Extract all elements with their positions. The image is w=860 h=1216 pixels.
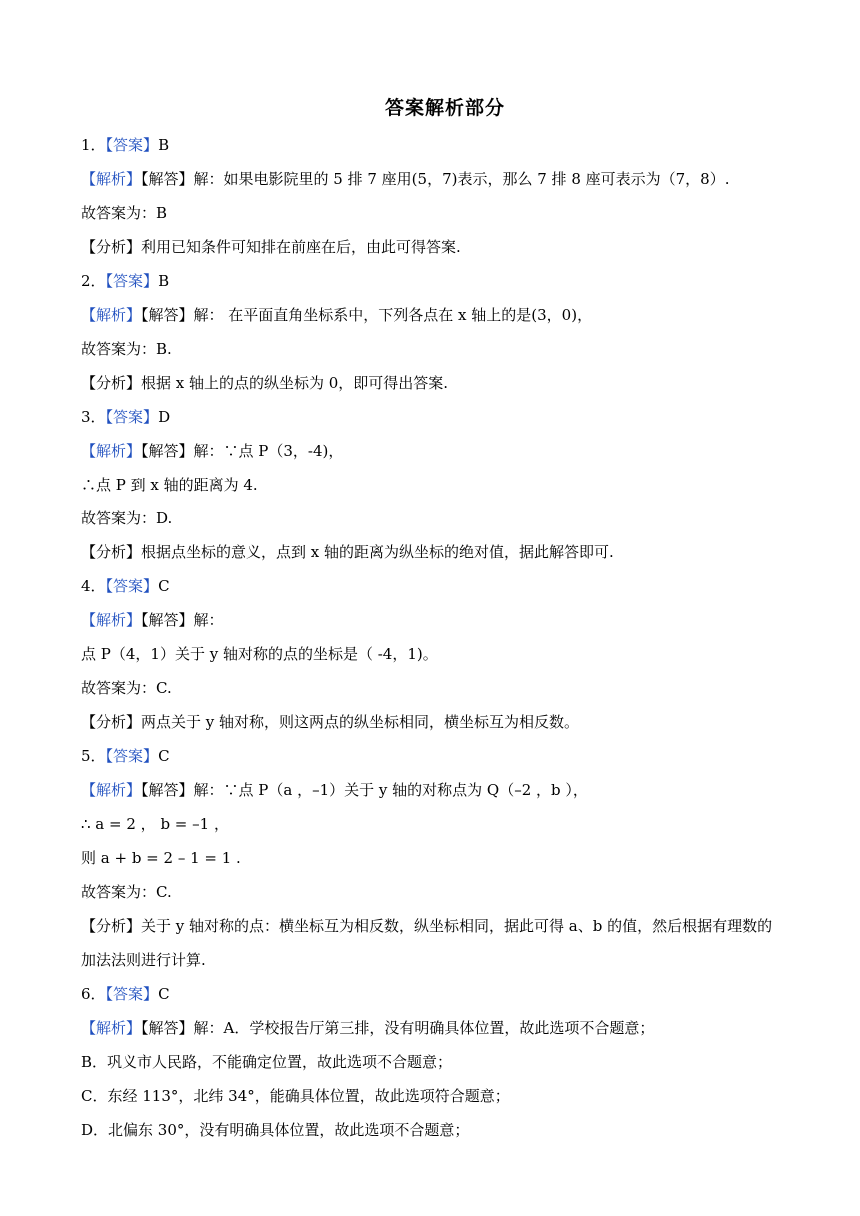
text-line <box>81 780 588 800</box>
text-line <box>81 916 772 936</box>
line-text: C．东经 113°，北纬 34°，能确具体位置，故此选项符合题意； <box>81 1086 510 1105</box>
text-line <box>81 984 170 1004</box>
text-line <box>81 1120 469 1140</box>
question-number: 5． <box>81 747 106 766</box>
line-text: 【解答】解： <box>141 611 224 630</box>
text-line <box>81 814 229 834</box>
page-title: 答案解析部分 <box>384 97 505 119</box>
line-text: C <box>158 577 170 596</box>
line-text: 【分析】根据点坐标的意义，点到 x 轴的距离为纵坐标的绝对值，据此解答即可. <box>81 543 614 562</box>
text-line <box>81 339 172 359</box>
text-line <box>81 644 438 664</box>
text-line <box>81 203 167 223</box>
text-line <box>81 678 172 698</box>
line-text: B．巩义市人民路，不能确定位置，故此选项不合题意； <box>81 1052 453 1071</box>
line-text: 故答案为：B. <box>81 339 172 358</box>
line-text: 【解答】解：如果电影院里的 5 排 7 座用(5，7)表示，那么 7 排 8 座可表示为（7，8）. <box>141 169 730 188</box>
line-text: C <box>158 984 170 1003</box>
text-line <box>81 746 170 766</box>
line-text: 故答案为：C. <box>81 882 172 901</box>
line-text: 加法法则进行计算. <box>81 950 206 969</box>
text-line <box>81 712 579 732</box>
text-line <box>81 1052 452 1072</box>
analysis-tag: 【解析】 <box>81 169 142 188</box>
line-text: 故答案为：B <box>81 203 168 222</box>
answer-tag: 【答案】 <box>105 747 159 766</box>
answer-tag: 【答案】 <box>105 271 159 290</box>
line-text: D．北偏东 30°，没有明确具体位置，故此选项不合题意； <box>81 1120 470 1139</box>
text-line <box>81 407 170 427</box>
line-text: 【分析】关于 y 轴对称的点：横坐标互为相反数，纵坐标相同，据此可得 a、b 的值，然后根据有理数的 <box>81 916 773 935</box>
text-line <box>81 610 224 630</box>
text-line <box>81 169 729 189</box>
line-text: ∴ a = 2 ， b = –1 ， <box>81 815 229 833</box>
line-text: 【解答】解：∵点 P（a ，–1）关于 y 轴的对称点为 Q（–2 ，b ）， <box>141 781 588 800</box>
text-line <box>81 542 614 562</box>
question-number: 1． <box>81 136 106 154</box>
text-line <box>81 475 258 495</box>
question-number: 4． <box>81 577 106 596</box>
line-text: 【分析】两点关于 y 轴对称，则这两点的纵坐标相同，横坐标互为相反数。 <box>81 713 580 732</box>
answer-tag: 【答案】 <box>105 577 159 596</box>
analysis-tag: 【解析】 <box>81 611 142 630</box>
line-text: B <box>158 136 170 154</box>
question-number: 2． <box>81 271 106 290</box>
analysis-tag: 【解析】 <box>81 781 142 800</box>
text-line <box>81 271 169 291</box>
text-line <box>81 508 172 528</box>
question-number: 6． <box>81 984 106 1003</box>
line-text: 【解答】解：A．学校报告厅第三排，没有明确具体位置，故此选项不合题意； <box>141 1018 655 1037</box>
line-text: 【分析】利用已知条件可知排在前座在后，由此可得答案. <box>81 237 461 256</box>
text-line <box>81 373 448 393</box>
text-line <box>81 237 461 257</box>
line-text: D <box>158 407 171 426</box>
text-line <box>81 848 241 868</box>
text-line <box>81 1018 654 1038</box>
line-text: C <box>158 747 170 766</box>
line-text: 则 a + b = 2 – 1 = 1 . <box>81 848 241 867</box>
answer-tag: 【答案】 <box>105 136 159 154</box>
line-text: 故答案为：D. <box>81 509 173 528</box>
line-text: 【分析】根据 x 轴上的点的纵坐标为 0，即可得出答案. <box>81 373 449 392</box>
text-line <box>81 135 169 155</box>
line-text: 【解答】解：∵点 P（3，-4)， <box>141 441 344 460</box>
line-text: ∴点 P 到 x 轴的距离为 4. <box>81 475 258 494</box>
answer-tag: 【答案】 <box>105 984 159 1003</box>
analysis-tag: 【解析】 <box>81 1018 142 1037</box>
analysis-tag: 【解析】 <box>81 305 142 324</box>
answer-tag: 【答案】 <box>105 407 159 426</box>
analysis-tag: 【解析】 <box>81 441 142 460</box>
line-text: B <box>158 271 170 290</box>
text-line <box>81 1086 510 1106</box>
text-line <box>81 576 170 596</box>
question-number: 3． <box>81 407 106 426</box>
line-text: 点 P（4，1）关于 y 轴对称的点的坐标是（ -4，1)。 <box>81 645 438 664</box>
text-line <box>81 882 172 902</box>
text-line <box>81 305 592 325</box>
line-text: 【解答】解： 在平面直角坐标系中，下列各点在 x 轴上的是(3，0)， <box>141 305 593 324</box>
line-text: 故答案为：C. <box>81 679 172 698</box>
text-line <box>81 441 343 461</box>
text-line <box>81 950 206 970</box>
